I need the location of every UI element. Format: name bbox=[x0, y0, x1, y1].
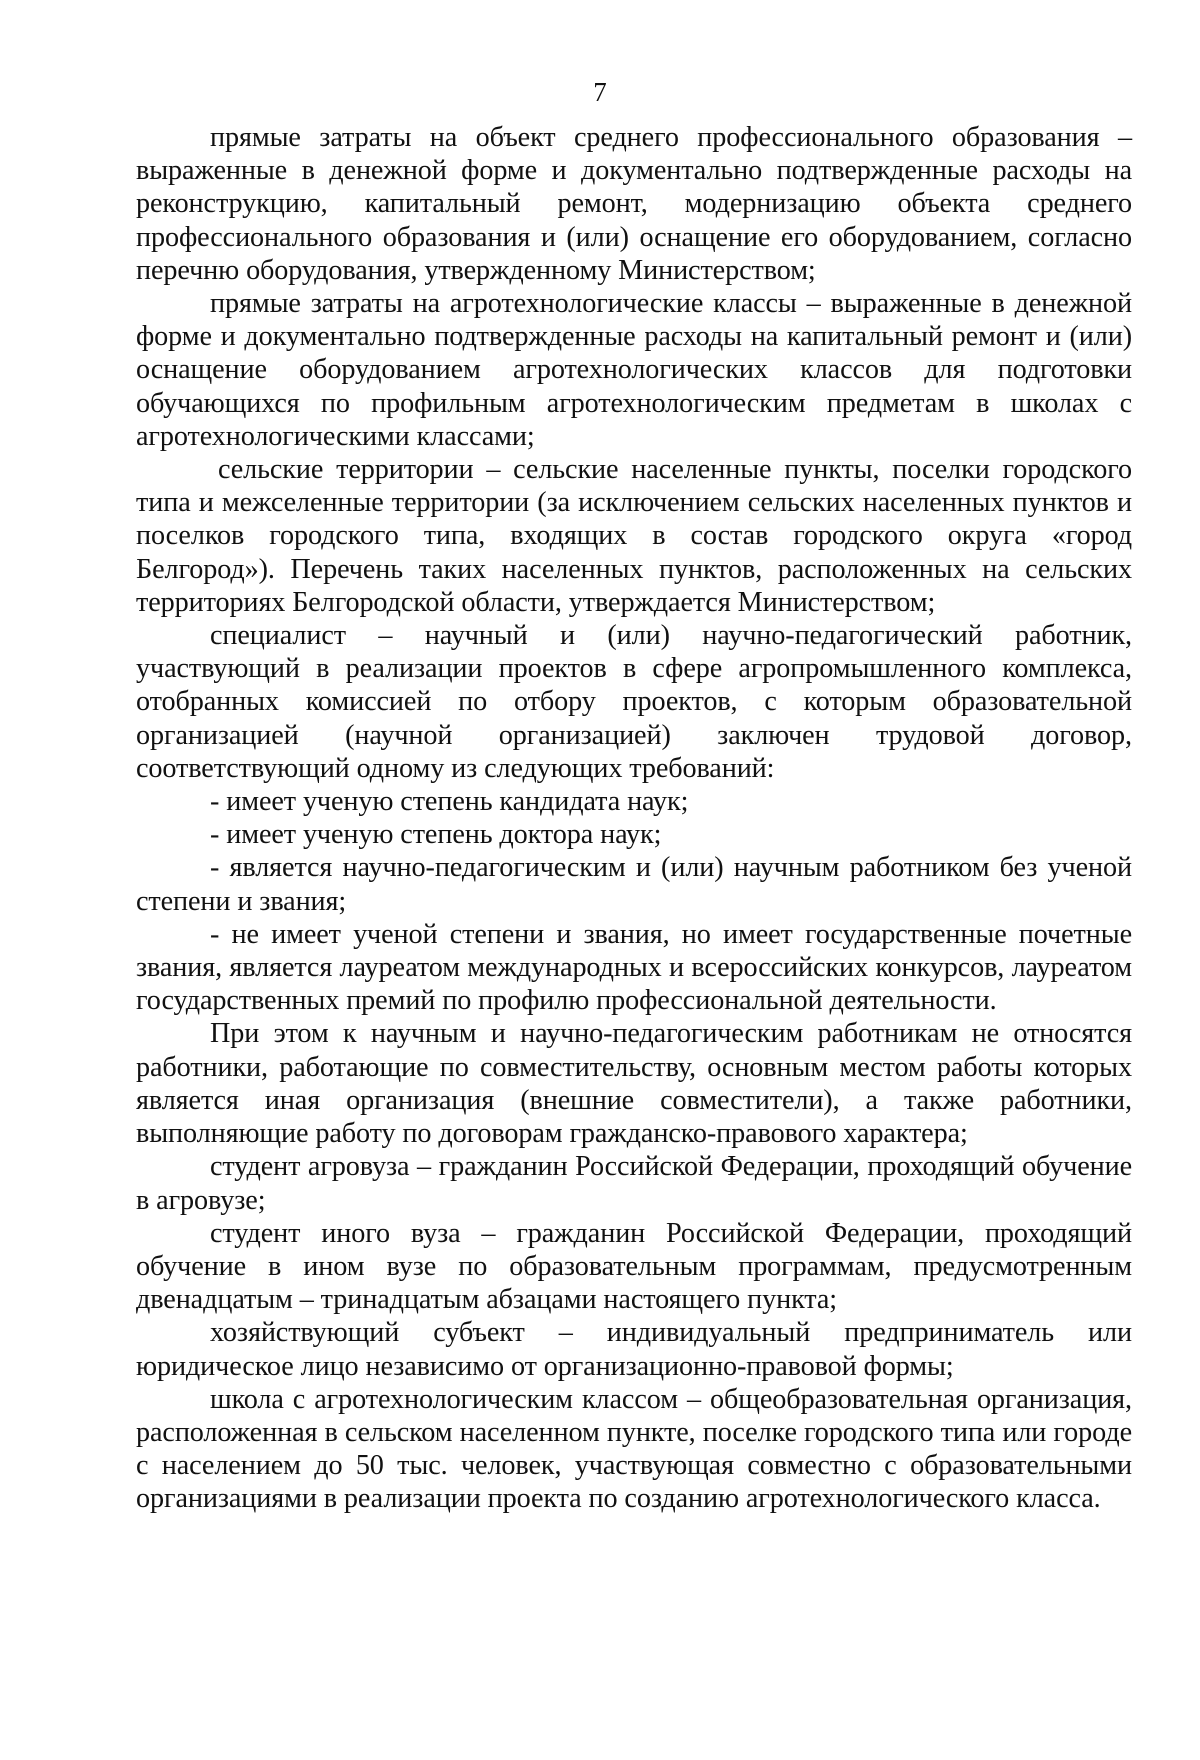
paragraph-student-other-vuz: студент иного вуза – гражданин Российской Федерации, проходящий обучение в ином вузе по образовательным программам, предусмотренным двенадцатым – тринадцатым абзацами настоящего пункта; bbox=[136, 1217, 1132, 1316]
requirement-honorary: - не имеет ученой степени и звания, но имеет государственные почетные звания, является лауреатом международных и всероссийских конкурсов, лауреатом государственных премий по профилю профессиональной деятельности. bbox=[136, 918, 1132, 1017]
paragraph-business-entity: хозяйствующий субъект – индивидуальный предприниматель или юридическое лицо независимо от организационно-правовой формы; bbox=[136, 1317, 1132, 1382]
paragraph-rural-territories: сельские территории – сельские населенные пункты, поселки городского типа и межселенные территории (за исключением сельских населенных пунктов и поселков городского типа, входящих в состав городского округа «город Белгород»). Перечень таких населенных пунктов, расположенных на сельских территориях Белгородской области, утверждается Министерством; bbox=[136, 454, 1132, 618]
paragraph-school-agro-class: школа с агротехнологическим классом – общеобразовательная организация, расположенная в сельском населенном пункте, поселке городского типа или городе с населением до 50 тыс. человек, участвующая совместно с образовательными организациями в реализации проекта по созданию агротехнологического класса. bbox=[136, 1383, 1132, 1515]
paragraph-direct-costs-spo: прямые затраты на объект среднего профессионального образования – выраженные в денежной форме и документально подтвержденные расходы на реконструкцию, капитальный ремонт, модернизацию объекта среднего профессионального образования и (или) оснащение его оборудованием, согласно перечню оборудования, утвержденному Министерством; bbox=[136, 122, 1132, 286]
paragraph-exclusion-note: При этом к научным и научно-педагогическим работникам не относятся работники, работающие по совместительству, основным местом работы которых является иная организация (внешние совместители), а также работники, выполняющие работу по договорам гражданско-правового характера; bbox=[136, 1018, 1132, 1150]
requirement-doctor: - имеет ученую степень доктора наук; bbox=[210, 819, 662, 851]
paragraph-direct-costs-agro-classes: прямые затраты на агротехнологические классы – выраженные в денежной форме и документально подтвержденные расходы на капитальный ремонт и (или) оснащение оборудованием агротехнологических классов для подготовки обучающихся по профильным агротехнологическим предметам в школах с агротехнологическими классами; bbox=[136, 288, 1132, 452]
paragraph-student-agrovuz: студент агровуза – гражданин Российской Федерации, проходящий обучение в агровузе; bbox=[136, 1151, 1132, 1216]
page-number: 7 bbox=[593, 77, 607, 107]
requirement-candidate: - имеет ученую степень кандидата наук; bbox=[210, 786, 689, 818]
document-body bbox=[136, 121, 1132, 1516]
paragraph-specialist: специалист – научный и (или) научно-педагогический работник, участвующий в реализации проектов в сфере агропромышленного комплекса, отобранных комиссией по отбору проектов, с которым образовательной организацией (научной организацией) заключен трудовой договор, соответствующий одному из следующих требований: bbox=[136, 620, 1132, 784]
requirement-no-degree: - является научно-педагогическим и (или) научным работником без ученой степени и звания; bbox=[136, 852, 1132, 917]
